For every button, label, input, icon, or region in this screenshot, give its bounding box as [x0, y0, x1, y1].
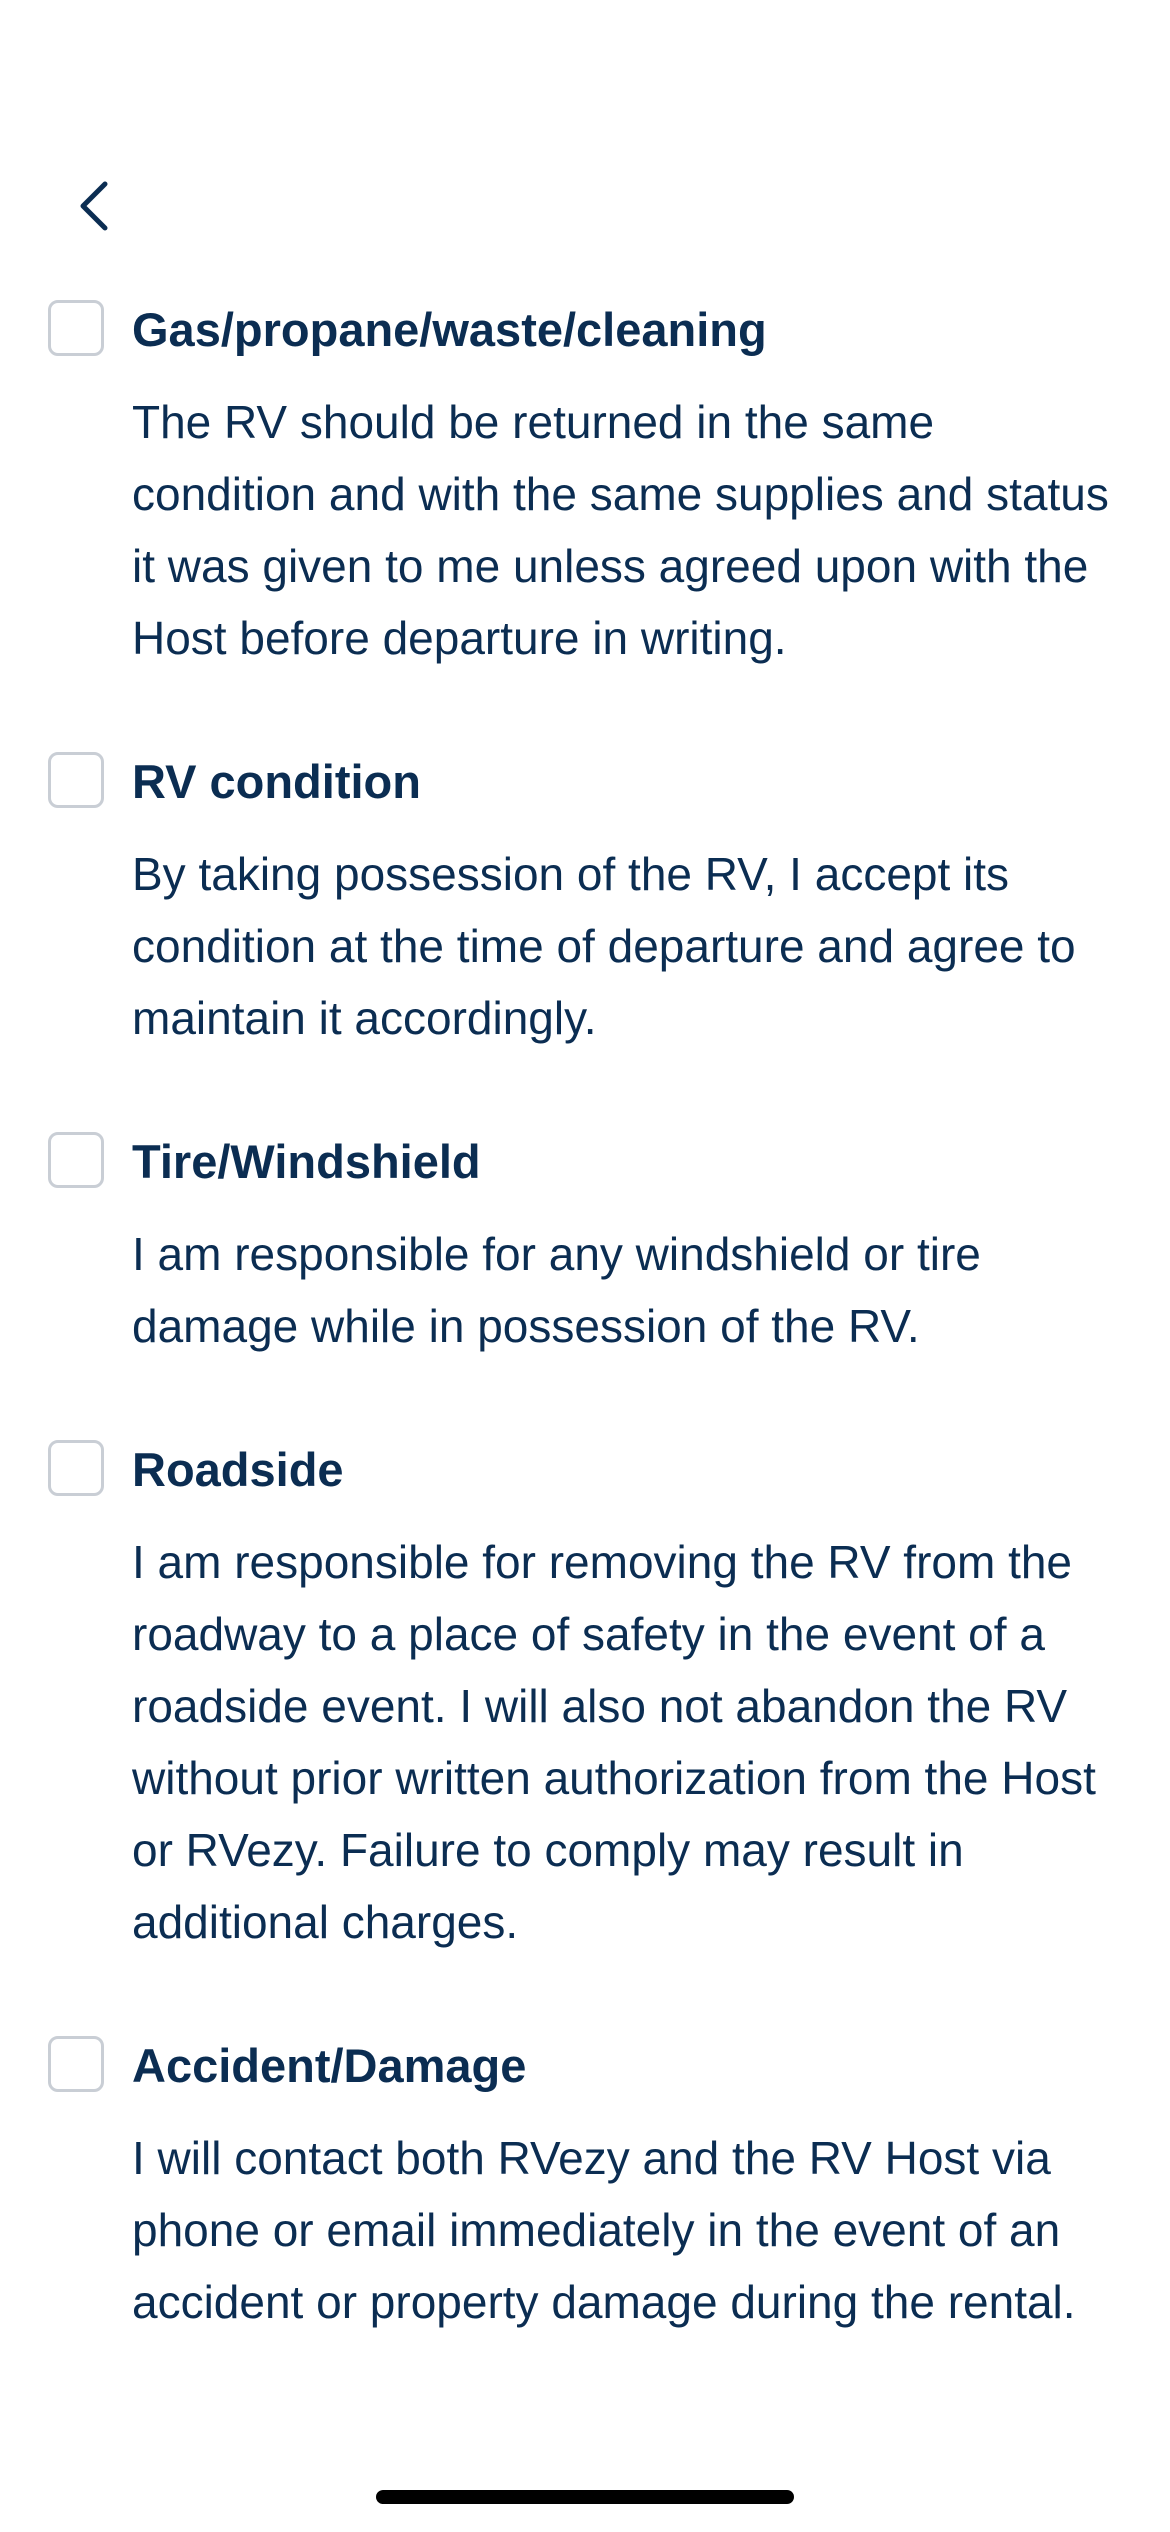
checkbox-accident-damage[interactable] — [48, 2036, 104, 2092]
agreement-item-roadside — [48, 1438, 1128, 1958]
agreement-item-rv-condition — [48, 750, 1128, 1054]
item-description: By taking possession of the RV, I accept its condition at the time of departure and agree to maintain it accordingly. — [132, 848, 1076, 1044]
checkbox-rv-condition[interactable] — [48, 752, 104, 808]
chevron-left-icon — [79, 180, 109, 232]
checkbox-roadside[interactable] — [48, 1440, 104, 1496]
item-content — [132, 2034, 1128, 2338]
checkbox-tire-windshield[interactable] — [48, 1132, 104, 1188]
item-title: Roadside — [132, 1443, 344, 1496]
item-content — [132, 1438, 1128, 1958]
item-description: The RV should be returned in the same condition and with the same supplies and status it was given to me unless agreed upon with the Host before departure in writing. — [132, 396, 1109, 664]
item-title: Tire/Windshield — [132, 1135, 481, 1188]
item-description: I am responsible for any windshield or tire damage while in possession of the RV. — [132, 1228, 981, 1352]
item-description: I am responsible for removing the RV from the roadway to a place of safety in the event of a roadside event. I will also not abandon the RV without prior written authorization from the Host or RVezy. Failure to comply may result in additional charges. — [132, 1536, 1096, 1948]
agreement-item-accident-damage — [48, 2034, 1128, 2338]
item-description: I will contact both RVezy and the RV Host via phone or email immediately in the event of an accident or property damage during the rental. — [132, 2132, 1076, 2328]
item-title: Accident/Damage — [132, 2039, 527, 2092]
item-title: RV condition — [132, 755, 421, 808]
agreement-item-gas-propane — [48, 298, 1128, 674]
back-button[interactable] — [72, 176, 116, 236]
agreement-list — [48, 298, 1128, 2414]
item-content — [132, 750, 1128, 1054]
agreement-item-tire-windshield — [48, 1130, 1128, 1362]
item-content — [132, 1130, 1128, 1362]
checkbox-gas-propane[interactable] — [48, 300, 104, 356]
item-title: Gas/propane/waste/cleaning — [132, 303, 767, 356]
item-content — [132, 298, 1128, 674]
home-indicator[interactable] — [376, 2490, 794, 2504]
